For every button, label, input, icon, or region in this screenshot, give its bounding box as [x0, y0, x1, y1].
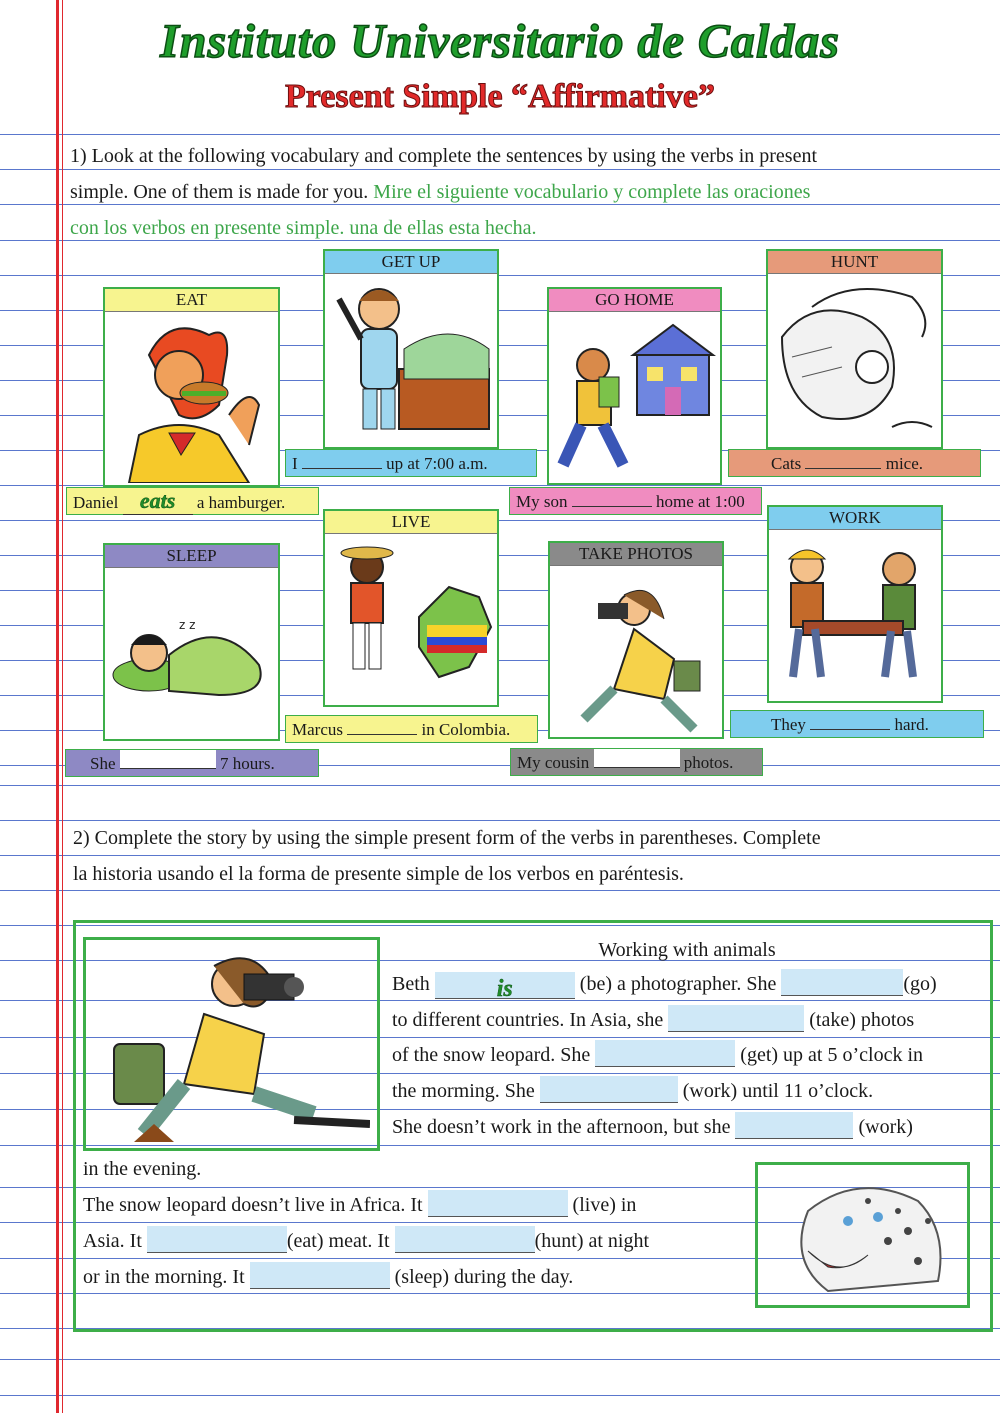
vocab-card-sleep	[103, 543, 280, 741]
boy-going-home-image	[553, 315, 719, 483]
story-text-7b: (live) in	[572, 1194, 637, 1216]
answer-is[interactable]	[435, 972, 575, 1002]
story-line-3	[392, 1038, 923, 1074]
vocab-card-get-up	[323, 249, 499, 449]
story-title: Working with animals	[598, 939, 776, 961]
story-text-4b: (work) until 11 o’clock.	[682, 1080, 874, 1102]
sentence-take-photos	[510, 748, 763, 776]
instruction-en-2: simple. One of them is made for you.	[70, 181, 369, 203]
story-text-2a: to different countries. In Asia, she	[392, 1009, 664, 1031]
vocab-label-take-photos: TAKE PHOTOS	[550, 543, 722, 566]
story-text-4a: the morming. She	[392, 1080, 535, 1102]
snow-leopard-image-frame	[755, 1162, 970, 1308]
sentence-live-start: Marcus	[292, 720, 343, 739]
vocab-card-eat	[103, 287, 280, 487]
sentence-sleep	[65, 749, 319, 777]
story-text-1b: (be) a photographer. She	[579, 973, 777, 995]
two-workers-carrying-image	[773, 537, 939, 701]
instruction-es-1: Mire el siguiente vocabulario y complete las oraciones	[373, 181, 811, 203]
answer-blank-work[interactable]	[810, 711, 890, 730]
story-line-9	[83, 1260, 573, 1296]
snow-leopard-image	[768, 1171, 960, 1301]
answer-is-text: is	[496, 976, 513, 1002]
story-line-4	[392, 1074, 873, 1110]
story-text-3b: (get) up at 5 o’clock in	[740, 1044, 924, 1066]
vocab-label-get-up: GET UP	[325, 251, 497, 274]
vocab-card-work	[767, 505, 943, 703]
answer-blank-work-1[interactable]	[540, 1076, 678, 1103]
story-line-6: in the evening.	[83, 1158, 202, 1180]
sentence-eat-end: a hamburger.	[196, 493, 286, 512]
sentence-sleep-end: 7 hours.	[220, 754, 275, 773]
answer-blank-live-2[interactable]	[428, 1190, 568, 1217]
instruction-line-2	[70, 174, 970, 210]
story-text-3a: of the snow leopard. She	[392, 1044, 591, 1066]
cats-hunting-image	[772, 277, 938, 445]
page-subtitle: Present Simple “Affirmative”	[285, 78, 715, 115]
vocab-label-go-home: GO HOME	[549, 289, 720, 312]
answer-blank-sleep-2[interactable]	[250, 1262, 390, 1289]
story-line-1	[392, 967, 937, 1003]
story-text-8c: (hunt) at night	[534, 1230, 650, 1252]
vocab-card-hunt	[766, 249, 943, 449]
sentence-take-photos-start: My cousin	[517, 753, 590, 772]
vocab-card-go-home	[547, 287, 722, 485]
sentence-go-home-start: My son	[516, 492, 568, 511]
section2-instruction-line-1: 2) Complete the story by using the simple present form of the verbs in parentheses. Complete	[73, 827, 821, 849]
sentence-eat-start: Daniel	[73, 493, 119, 512]
sentence-work	[730, 710, 984, 738]
instruction-line-1: 1) Look at the following vocabulary and complete the sentences by using the verbs in present	[70, 145, 818, 167]
section2-instructions	[73, 820, 983, 892]
vocab-card-live	[323, 509, 499, 707]
sentence-get-up-start: I	[292, 454, 298, 473]
answer-blank-get-up[interactable]	[302, 450, 382, 469]
sentence-hunt-end: mice.	[885, 454, 924, 473]
sentence-go-home	[509, 487, 762, 515]
sentence-sleep-start: She	[90, 754, 116, 773]
answer-blank-go-home[interactable]	[572, 488, 652, 507]
story-line-2	[392, 1003, 914, 1039]
sentence-get-up-end: up at 7:00 a.m.	[386, 454, 488, 473]
page-title: Instituto Universitario de Caldas	[160, 15, 840, 68]
photographer-image-frame	[83, 937, 380, 1151]
answer-blank-take-photos[interactable]	[594, 749, 680, 768]
answer-blank-go[interactable]	[781, 969, 903, 996]
vocab-label-hunt: HUNT	[768, 251, 941, 274]
answer-blank-sleep[interactable]	[120, 750, 216, 769]
answer-blank-hunt-2[interactable]	[395, 1226, 535, 1253]
vocab-label-live: LIVE	[325, 511, 497, 534]
story-text-8b: (eat) meat. It	[286, 1230, 390, 1252]
sentence-live	[285, 715, 538, 743]
sentence-get-up	[285, 449, 537, 477]
story-text-8a: Asia. It	[83, 1230, 142, 1252]
story-line-7	[83, 1188, 636, 1224]
story-text-9a: or in the morning. It	[83, 1266, 245, 1288]
vocab-label-sleep: SLEEP	[105, 545, 278, 568]
story-text-2b: (take) photos	[809, 1009, 915, 1031]
sentence-live-end: in Colombia.	[421, 720, 511, 739]
section1-instructions	[70, 138, 970, 246]
woman-taking-photos-image	[554, 569, 720, 737]
sentence-go-home-end: home at 1:00	[655, 492, 745, 511]
story-text-1a: Beth	[392, 973, 430, 995]
answer-blank-work-2[interactable]	[735, 1112, 853, 1139]
answer-blank-get[interactable]	[595, 1040, 735, 1067]
photographer-image	[94, 944, 370, 1144]
sentence-eat	[66, 487, 319, 515]
sentence-take-photos-end: photos.	[683, 753, 734, 772]
story-text-5a: She doesn’t work in the afternoon, but she	[392, 1116, 731, 1138]
story-text-1c: (go)	[903, 973, 937, 995]
vocab-label-work: WORK	[769, 507, 941, 530]
boy-and-colombia-map-image	[329, 537, 495, 705]
story-line-5	[392, 1110, 913, 1146]
boy-getting-up-image	[329, 279, 495, 445]
answer-eats[interactable]: eats	[123, 488, 193, 515]
instruction-es-2: con los verbos en presente simple. una de ellas esta hecha.	[70, 217, 537, 239]
vocab-label-eat: EAT	[105, 289, 278, 312]
sentence-work-start: They	[771, 715, 806, 734]
sentence-hunt-start: Cats	[771, 454, 802, 473]
story-text-9b: (sleep) during the day.	[394, 1266, 574, 1288]
sentence-hunt	[728, 449, 981, 477]
section2-instruction-line-2: la historia usando el la forma de presente simple de los verbos en paréntesis.	[73, 863, 684, 885]
answer-blank-eat[interactable]	[147, 1226, 287, 1253]
sentence-work-end: hard.	[894, 715, 929, 734]
story-text-5b: (work)	[858, 1116, 913, 1138]
story-text-7a: The snow leopard doesn’t live in Africa. It	[83, 1194, 423, 1216]
man-eating-hamburger-image	[109, 315, 275, 483]
answer-blank-live[interactable]	[347, 716, 417, 735]
vocab-card-take-photos	[548, 541, 724, 739]
girl-sleeping-image	[109, 595, 275, 705]
answer-blank-take[interactable]	[668, 1005, 804, 1032]
answer-blank-hunt[interactable]	[805, 450, 881, 469]
story-line-8	[83, 1224, 649, 1260]
svg-text:z z: z z	[179, 618, 196, 632]
